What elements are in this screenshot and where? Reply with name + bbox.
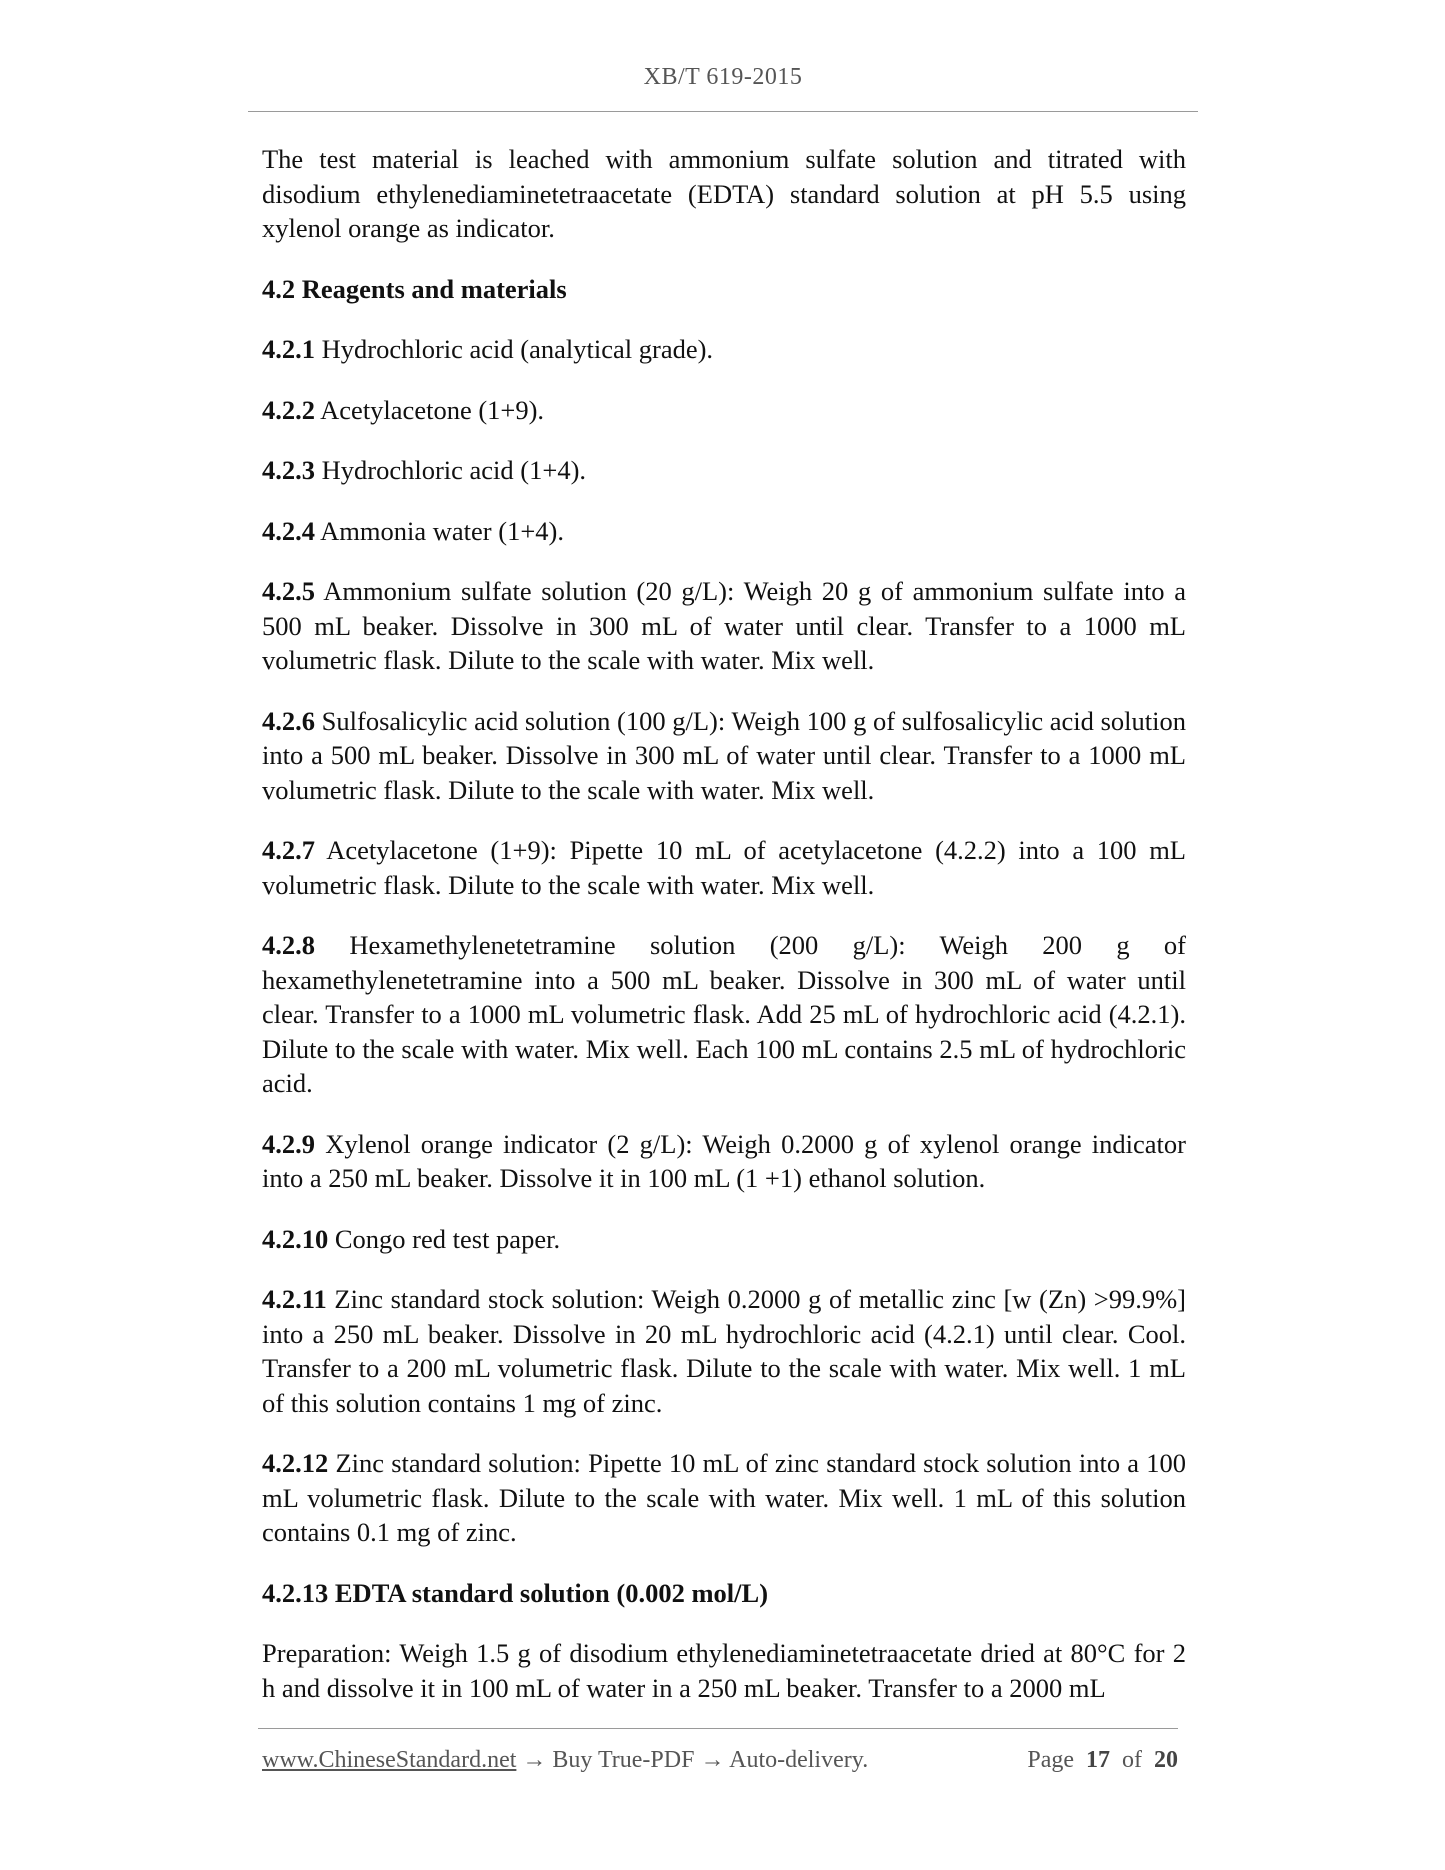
item-number: 4.2.8 bbox=[262, 930, 315, 960]
item-number: 4.2.11 bbox=[262, 1284, 327, 1314]
reagent-item bbox=[262, 833, 1186, 902]
current-page-number: 17 bbox=[1086, 1747, 1110, 1773]
reagent-item bbox=[262, 332, 1186, 367]
preparation-paragraph: Preparation: Weigh 1.5 g of disodium ethylenediaminetetraacetate dried at 80°C for 2 h and dissolve it in 100 mL of water in a 250 mL beaker. Transfer to a 2000 mL bbox=[262, 1638, 1186, 1703]
reagent-item bbox=[262, 514, 1186, 549]
reagent-item bbox=[262, 1127, 1186, 1196]
item-text: Ammonium sulfate solution (20 g/L): Weigh 20 g of ammonium sulfate into a 500 mL beaker. Dissolve in 300 mL of water until clear. Transfer to a 1000 mL volumetric flask. Dilute to the scale with water. Mix well. bbox=[262, 576, 1186, 675]
reagent-item bbox=[262, 393, 1186, 428]
item-number: 4.2.5 bbox=[262, 576, 315, 606]
item-text: Hydrochloric acid (analytical grade). bbox=[315, 334, 714, 364]
reagent-item bbox=[262, 704, 1186, 808]
document-id-header: XB/T 619-2015 bbox=[643, 64, 803, 90]
item-number: 4.2.3 bbox=[262, 455, 315, 485]
section-heading: 4.2 Reagents and materials bbox=[262, 273, 567, 304]
website-link[interactable]: www.ChineseStandard.net bbox=[262, 1747, 517, 1773]
item-number: 4.2.2 bbox=[262, 394, 315, 425]
footer-promo bbox=[262, 1747, 868, 1773]
item-number: 4.2.12 bbox=[262, 1448, 329, 1478]
item-text: Acetylacetone (1+9). bbox=[315, 394, 545, 425]
page-label: Page bbox=[1027, 1747, 1074, 1773]
promo-text: → Buy True-PDF → Auto-delivery. bbox=[516, 1747, 869, 1773]
item-text: Ammonia water (1+4). bbox=[315, 515, 564, 546]
item-text: Acetylacetone (1+9): Pipette 10 mL of acetylacetone (4.2.2) into a 100 mL volumetric flask. Dilute to the scale with water. Mix well. bbox=[262, 835, 1186, 900]
reagent-item bbox=[262, 574, 1186, 678]
of-label: of bbox=[1122, 1747, 1142, 1773]
item-number: 4.2.6 bbox=[262, 705, 315, 736]
footer-divider bbox=[258, 1728, 1178, 1729]
item-text: Hexamethylenetetramine solution (200 g/L): Weigh 200 g of hexamethylenetetramine into a 500 mL beaker. Dissolve in 300 mL of water until clear. Transfer to a 1000 mL volumetric flask. Add 25 mL of hydrochloric acid (4.2.1). Dilute to the scale with water. Mix well. Each 100 mL contains 2.5 mL of hydrochloric acid. bbox=[262, 930, 1186, 1098]
item-number: 4.2.4 bbox=[262, 515, 315, 546]
intro-paragraph: The test material is leached with ammonium sulfate solution and titrated with disodium ethylenediaminetetraacetate (EDTA) standard solution at pH 5.5 using xylenol orange as indicator. bbox=[262, 144, 1186, 243]
item-number: 4.2.1 bbox=[262, 334, 315, 364]
item-number: 4.2.10 bbox=[262, 1223, 329, 1254]
item-number: 4.2.7 bbox=[262, 835, 315, 865]
page-indicator bbox=[1027, 1747, 1178, 1774]
subsection-heading: 4.2.13 EDTA standard solution (0.002 mol/L) bbox=[262, 1577, 769, 1608]
reagent-item bbox=[262, 1222, 1186, 1257]
item-text: Hydrochloric acid (1+4). bbox=[315, 455, 587, 485]
reagent-item bbox=[262, 928, 1186, 1101]
document-body bbox=[262, 142, 1186, 1731]
item-text: Zinc standard solution: Pipette 10 mL of zinc standard stock solution into a 100 mL volumetric flask. Dilute to the scale with water. Mix well. 1 mL of this solution contains 0.1 mg of zinc. bbox=[262, 1448, 1186, 1547]
item-text: Zinc standard stock solution: Weigh 0.2000 g of metallic zinc [w (Zn) >99.9%] into a 250 mL beaker. Dissolve in 20 mL hydrochloric acid (4.2.1) until clear. Cool. Transfer to a 200 mL volumetric flask. Dilute to the scale with water. Mix well. 1 mL of this solution contains 1 mg of zinc. bbox=[262, 1284, 1186, 1418]
total-page-count: 20 bbox=[1154, 1747, 1178, 1773]
header-divider bbox=[248, 111, 1198, 112]
reagent-item bbox=[262, 1446, 1186, 1550]
item-text: Congo red test paper. bbox=[328, 1223, 561, 1254]
item-text: Xylenol orange indicator (2 g/L): Weigh 0.2000 g of xylenol orange indicator into a 250 mL beaker. Dissolve it in 100 mL (1 +1) ethanol solution. bbox=[262, 1128, 1186, 1193]
reagent-item bbox=[262, 1282, 1186, 1420]
item-text: Sulfosalicylic acid solution (100 g/L): Weigh 100 g of sulfosalicylic acid solution into a 500 mL beaker. Dissolve in 300 mL of water until clear. Transfer to a 1000 mL volumetric flask. Dilute to the scale with water. Mix well. bbox=[262, 705, 1186, 805]
item-number: 4.2.9 bbox=[262, 1128, 315, 1159]
page-footer bbox=[262, 1747, 1178, 1774]
reagent-item bbox=[262, 453, 1186, 488]
